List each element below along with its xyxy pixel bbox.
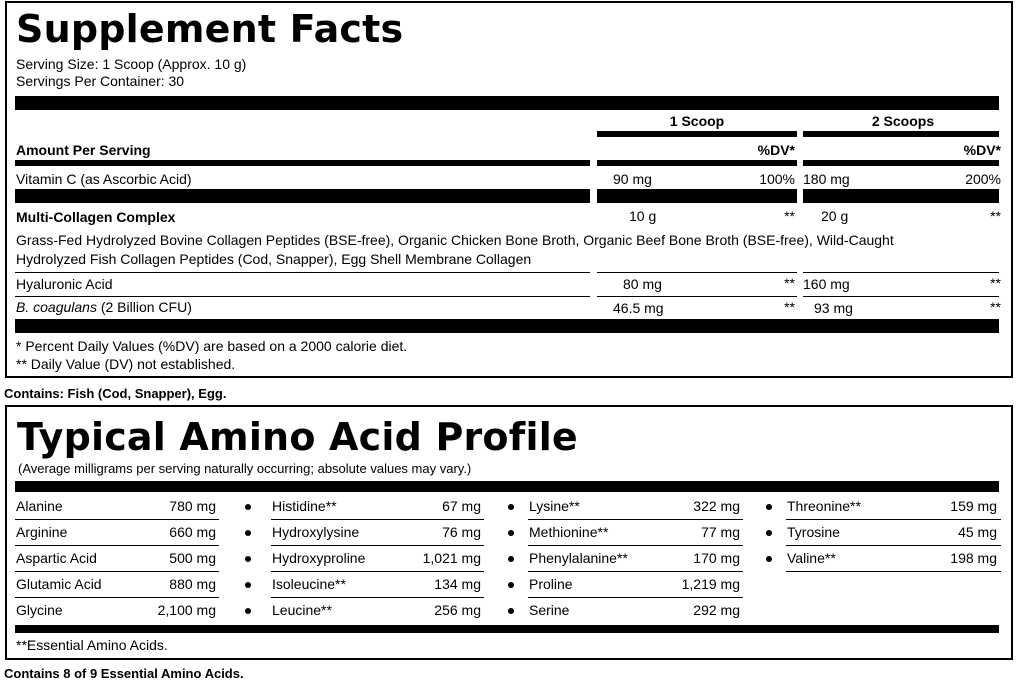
rule	[15, 160, 590, 166]
amino-acid-name: Methionine**	[529, 524, 609, 540]
row-separator	[528, 545, 743, 546]
vitamin-c-amount-1: 90 mg	[613, 171, 652, 187]
dv-header-col2: %DV*	[963, 142, 1001, 158]
row-separator	[271, 545, 484, 546]
vitamin-c-dv-2: 200%	[965, 171, 1001, 187]
supplement-facts-panel	[5, 1, 1013, 378]
coagulans-name	[16, 299, 192, 316]
bullet-separator	[508, 530, 514, 536]
row-separator	[15, 519, 219, 520]
bullet-separator	[766, 530, 772, 536]
footnote-dv: * Percent Daily Values (%DV) are based on a 2000 calorie diet.	[16, 338, 408, 354]
serving-size: Serving Size: 1 Scoop (Approx. 10 g)	[16, 56, 247, 72]
amino-acid-name: Threonine**	[787, 498, 861, 514]
col2-header: 2 Scoops	[871, 113, 935, 129]
bullet-separator	[508, 556, 514, 562]
amount-per-serving-label: Amount Per Serving	[16, 142, 151, 158]
amino-profile-title: Typical Amino Acid Profile	[17, 415, 578, 459]
footnote-not-established: ** Daily Value (DV) not established.	[16, 356, 236, 372]
amino-acid-value: 1,021 mg	[422, 550, 481, 566]
amino-acid-value: 256 mg	[434, 602, 481, 618]
thin-rule	[15, 272, 590, 273]
row-separator	[786, 545, 1001, 546]
amino-acid-name: Hydroxylysine	[272, 524, 360, 540]
servings-per-container: Servings Per Container: 30	[16, 73, 185, 89]
collagen-amount-2: 20 g	[821, 208, 849, 224]
amino-acid-value: 2,100 mg	[157, 602, 216, 618]
amino-acid-value: 322 mg	[693, 498, 740, 514]
row-separator	[528, 571, 743, 572]
amino-profile-subtitle: (Average milligrams per serving naturally occurring; absolute values may vary.)	[18, 461, 472, 476]
amino-acid-value: 77 mg	[701, 524, 740, 540]
bullet-separator	[245, 608, 251, 614]
amino-acid-name: Hydroxyproline	[272, 550, 366, 566]
amino-acid-value: 780 mg	[169, 498, 216, 514]
thick-divider	[15, 319, 999, 333]
row-separator	[271, 597, 484, 598]
contains-essential: Contains 8 of 9 Essential Amino Acids.	[4, 666, 244, 681]
thin-rule	[597, 296, 797, 297]
col1-header-rule	[597, 131, 797, 137]
hyaluronic-dv-2: **	[990, 275, 1001, 291]
row-separator	[271, 571, 484, 572]
vitamin-c-amount-2: 180 mg	[803, 171, 850, 187]
thick-rule	[803, 189, 999, 203]
row-separator	[786, 571, 1001, 572]
amino-acid-value: 880 mg	[169, 576, 216, 592]
amino-acid-value: 198 mg	[950, 550, 997, 566]
hyaluronic-amount-1: 80 mg	[623, 276, 662, 292]
row-separator	[15, 545, 219, 546]
amino-acid-value: 159 mg	[950, 498, 997, 514]
amino-acid-value: 292 mg	[693, 602, 740, 618]
amino-acid-value: 45 mg	[958, 524, 997, 540]
bullet-separator	[245, 530, 251, 536]
row-separator	[15, 571, 219, 572]
bullet-separator	[245, 504, 251, 510]
amino-acid-panel	[5, 405, 1013, 660]
col2-header-rule	[803, 131, 999, 137]
thick-divider	[15, 96, 999, 110]
thin-rule	[803, 272, 999, 273]
amino-acid-value: 660 mg	[169, 524, 216, 540]
amino-acid-name: Serine	[529, 602, 570, 618]
coagulans-amount-1: 46.5 mg	[613, 300, 664, 316]
thin-rule	[15, 296, 590, 297]
amino-acid-value: 1,219 mg	[681, 576, 740, 592]
coagulans-dv-2: **	[990, 299, 1001, 315]
col1-header: 1 Scoop	[669, 113, 725, 129]
bullet-separator	[245, 556, 251, 562]
amino-acid-value: 500 mg	[169, 550, 216, 566]
amino-acid-name: Alanine	[16, 498, 63, 514]
amino-acid-name: Phenylalanine**	[529, 550, 628, 566]
rule	[803, 160, 999, 166]
hyaluronic-amount-2: 160 mg	[803, 276, 850, 292]
rule	[597, 160, 797, 166]
collagen-description-line1: Grass-Fed Hydrolyzed Bovine Collagen Peptides (BSE-free), Organic Chicken Bone Broth, Organic Beef Bone Broth (BSE-free), Wild-Caught	[16, 232, 894, 248]
hyaluronic-name: Hyaluronic Acid	[16, 276, 113, 292]
thick-divider	[15, 481, 999, 492]
bullet-separator	[766, 504, 772, 510]
thin-rule	[803, 296, 999, 297]
amino-acid-name: Proline	[529, 576, 573, 592]
essential-footnote: **Essential Amino Acids.	[16, 637, 168, 653]
vitamin-c-dv-1: 100%	[759, 171, 795, 187]
row-separator	[528, 597, 743, 598]
amino-acid-value: 134 mg	[434, 576, 481, 592]
coagulans-amount-2: 93 mg	[814, 300, 853, 316]
row-separator	[528, 519, 743, 520]
amino-acid-name: Histidine**	[272, 498, 337, 514]
amino-acid-name: Aspartic Acid	[16, 550, 97, 566]
amino-acid-name: Arginine	[16, 524, 68, 540]
collagen-amount-1: 10 g	[629, 208, 657, 224]
amino-acid-value: 76 mg	[442, 524, 481, 540]
row-separator	[786, 519, 1001, 520]
thick-rule	[597, 189, 797, 203]
contains-allergens: Contains: Fish (Cod, Snapper), Egg.	[4, 386, 227, 401]
bullet-separator	[766, 556, 772, 562]
amino-acid-name: Glycine	[16, 602, 63, 618]
amino-acid-name: Valine**	[787, 550, 836, 566]
hyaluronic-dv-1: **	[784, 275, 795, 291]
collagen-name: Multi-Collagen Complex	[16, 209, 176, 225]
amino-acid-name: Glutamic Acid	[16, 576, 102, 592]
coagulans-dv-1: **	[784, 299, 795, 315]
bullet-separator	[508, 504, 514, 510]
bullet-separator	[245, 582, 251, 588]
dv-header-col1: %DV*	[757, 142, 795, 158]
thin-rule	[597, 272, 797, 273]
thick-divider	[15, 625, 999, 633]
amino-acid-name: Isoleucine**	[272, 576, 346, 592]
amino-acid-name: Lysine**	[529, 498, 580, 514]
collagen-description-line2: Hydrolyzed Fish Collagen Peptides (Cod, Snapper), Egg Shell Membrane Collagen	[16, 251, 532, 267]
amino-acid-value: 67 mg	[442, 498, 481, 514]
collagen-dv-1: **	[784, 208, 795, 224]
row-separator	[15, 597, 219, 598]
amino-acid-name: Leucine**	[272, 602, 332, 618]
amino-acid-name: Tyrosine	[787, 524, 840, 540]
collagen-dv-2: **	[990, 208, 1001, 224]
supplement-facts-title: Supplement Facts	[16, 7, 404, 51]
row-separator	[271, 519, 484, 520]
coagulans-name-rest: (2 Billion CFU)	[96, 299, 192, 315]
amino-acid-value: 170 mg	[693, 550, 740, 566]
vitamin-c-name: Vitamin C (as Ascorbic Acid)	[16, 171, 192, 187]
coagulans-name-italic: B. coagulans	[16, 299, 97, 315]
bullet-separator	[508, 608, 514, 614]
bullet-separator	[508, 582, 514, 588]
thick-rule	[15, 189, 590, 203]
